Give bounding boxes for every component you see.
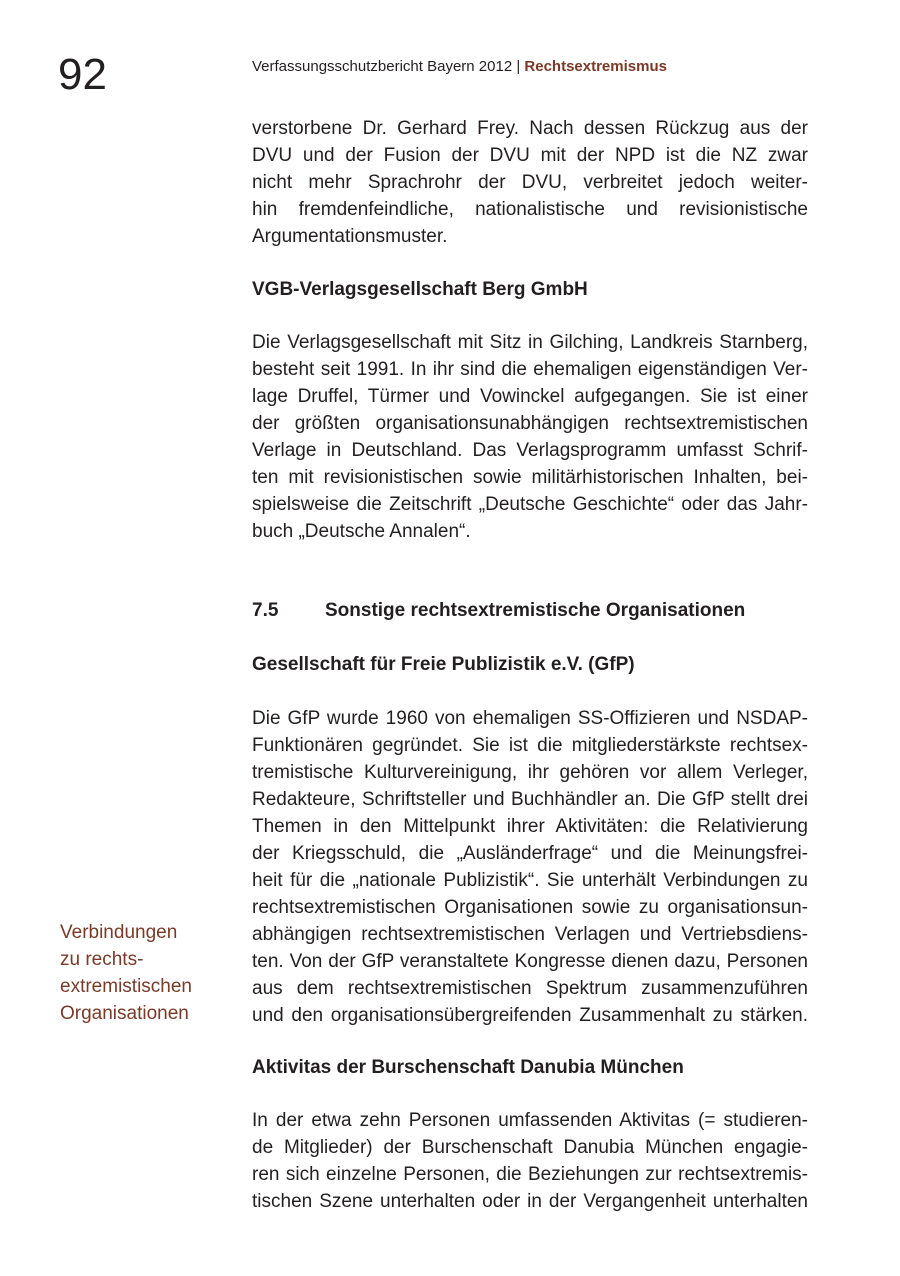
margin-note-line: Organisationen [60, 1003, 189, 1024]
text-line: der Kriegsschuld, die „Ausländerfrage“ und die Meinungsfrei- [252, 843, 808, 864]
text-line: abhängigen rechtsextremistischen Verlagen und Vertriebsdiens- [252, 924, 808, 945]
text-line: aus dem rechtsextremistischen Spektrum zusammenzuführen [252, 978, 808, 999]
text-line: der größten organisationsunabhängigen rechtsextremistischen [252, 413, 808, 434]
section-heading-title: Sonstige rechtsextremistische Organisationen [325, 600, 746, 621]
text-line: buch „Deutsche Annalen“. [252, 521, 471, 542]
publication-title: Verfassungsschutzbericht Bayern 2012 [252, 58, 513, 75]
text-line: In der etwa zehn Personen umfassenden Aktivitas (= studieren- [252, 1110, 808, 1131]
text-line: Redakteure, Schriftsteller und Buchhändler an. Die GfP stellt drei [252, 789, 808, 810]
text-line: heit für die „nationale Publizistik“. Sie unterhält Verbindungen zu [252, 870, 808, 891]
text-line: lage Druffel, Türmer und Vowinckel aufgegangen. Sie ist einer [252, 386, 808, 407]
text-line: ten mit revisionistischen sowie militärhistorischen Inhalten, bei- [252, 467, 808, 488]
text-line: spielsweise die Zeitschrift „Deutsche Geschichte“ oder das Jahr- [252, 494, 808, 515]
text-line: DVU und der Fusion der DVU mit der NPD ist die NZ zwar [252, 145, 808, 166]
text-line: ten. Von der GfP veranstaltete Kongresse dienen dazu, Personen [252, 951, 808, 972]
running-header [252, 57, 667, 77]
text-line: verstorbene Dr. Gerhard Frey. Nach dessen Rückzug aus der [252, 118, 808, 139]
text-line: und den organisationsübergreifenden Zusammenhalt zu stärken. [252, 1005, 808, 1026]
text-line: de Mitglieder) der Burschenschaft Danubia München engagie- [252, 1137, 808, 1158]
text-line: Die GfP wurde 1960 von ehemaligen SS-Offizieren und NSDAP- [252, 708, 808, 729]
section-heading [252, 597, 808, 624]
text-line: besteht seit 1991. In ihr sind die ehemaligen eigenständigen Ver- [252, 359, 808, 380]
header-separator: | [512, 58, 525, 75]
text-line: Argumentationsmuster. [252, 226, 448, 247]
text-line: Die Verlagsgesellschaft mit Sitz in Gilching, Landkreis Starnberg, [252, 332, 808, 353]
margin-note [60, 919, 240, 1027]
text-line: hin fremdenfeindliche, nationalistische und revisionistische [252, 199, 808, 220]
section-number: 7.5 [252, 600, 279, 621]
text-line: Funktionären gegründet. Sie ist die mitgliederstärkste rechtsex- [252, 735, 808, 756]
margin-note-line: Verbindungen [60, 922, 178, 943]
margin-note-line: extremistischen [60, 976, 192, 997]
text-line: Themen in den Mittelpunkt ihrer Aktivitäten: die Relativierung [252, 816, 808, 837]
page-number: 92 [58, 50, 107, 99]
paragraph-danubia [252, 1107, 808, 1215]
heading-gfp: Gesellschaft für Freie Publizistik e.V. (GfP) [252, 654, 635, 675]
text-line: rechtsextremistischen Organisationen sowie zu organisationsun- [252, 897, 808, 918]
text-line: tremistische Kulturvereinigung, ihr gehören vor allem Verleger, [252, 762, 808, 783]
text-line: Verlage in Deutschland. Das Verlagsprogramm umfasst Schrif- [252, 440, 808, 461]
text-line: tischen Szene unterhalten oder in der Vergangenheit unterhalten [252, 1191, 808, 1212]
text-line: nicht mehr Sprachrohr der DVU, verbreitet jedoch weiter- [252, 172, 808, 193]
text-line: ren sich einzelne Personen, die Beziehungen zur rechtsextremis- [252, 1164, 808, 1185]
section-title: Rechtsextremismus [524, 58, 667, 75]
paragraph-vgb [252, 329, 808, 545]
paragraph-intro [252, 115, 808, 250]
heading-vgb: VGB-Verlagsgesellschaft Berg GmbH [252, 279, 588, 300]
heading-danubia: Aktivitas der Burschenschaft Danubia München [252, 1057, 684, 1078]
paragraph-gfp [252, 705, 808, 1029]
margin-note-line: zu rechts- [60, 949, 144, 970]
